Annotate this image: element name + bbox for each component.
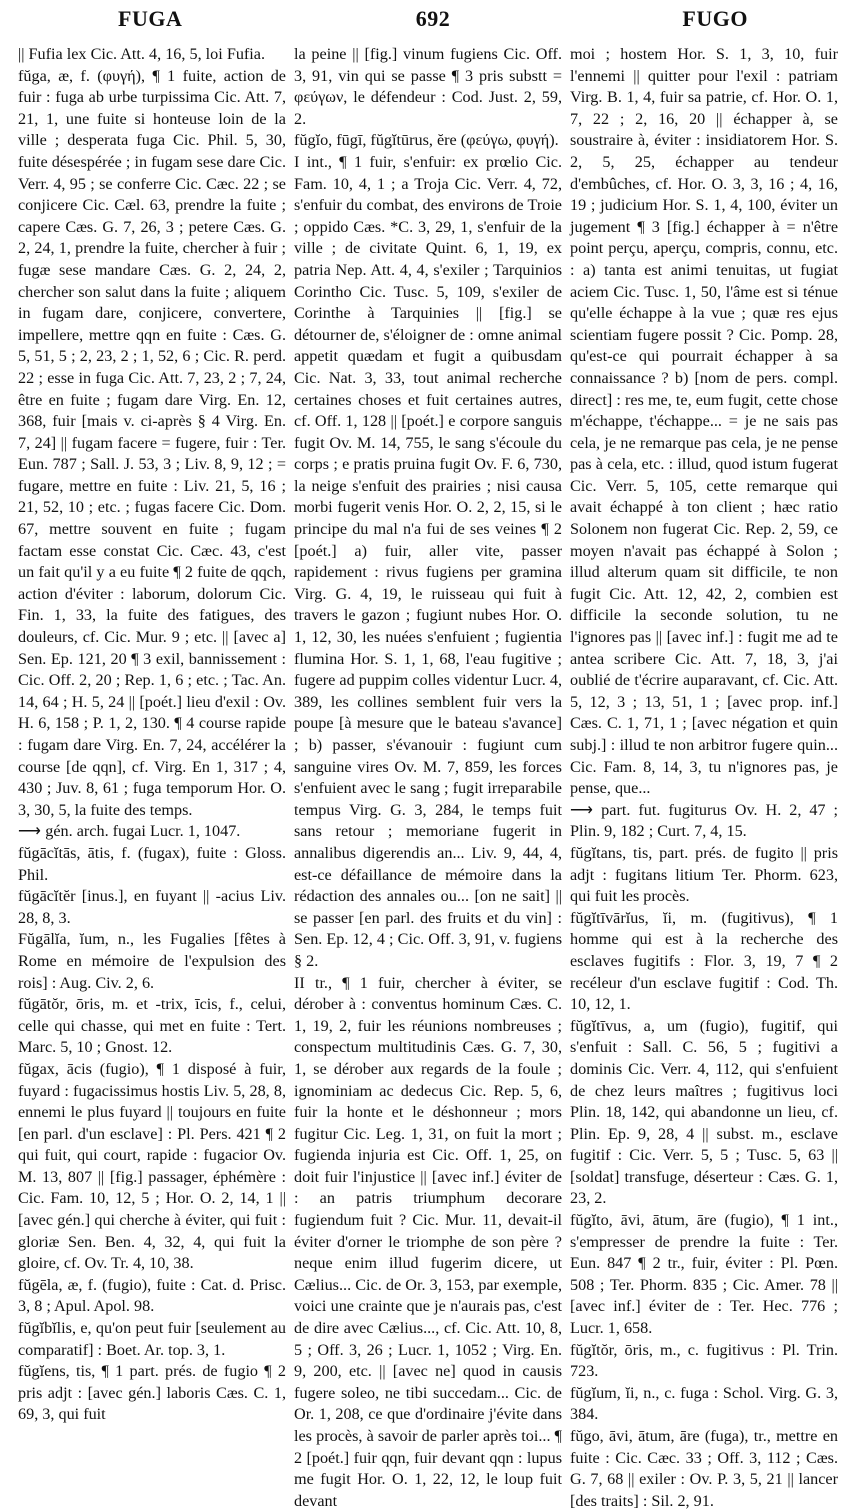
entry: ⟶ gén. arch. fugai Lucr. 1, 1047. [18,822,241,841]
entry: fŭgĭum, ĭi, n., c. fuga : Schol. Virg. G. 3, 384. [570,1383,838,1424]
entry: fŭgācĭtĕr [inus.], en fuyant || -acius Liv. 28, 8, 3. [18,887,286,927]
entry: fŭgĭto, āvi, ātum, āre (fugio), ¶ 1 int., s'empresser de prendre la fuite : Ter. Eun. 847 ¶ 2 tr., fuir, éviter : Pl. Pœn. 508 ; Ter. Phorm. 835 ; Cic. Amer. 78 || [avec inf.] éviter de : Ter. Hec. 776 ; Lucr. 1, 658. [570,1211,838,1338]
column-3 [570,44,838,1510]
entry: II tr., ¶ 1 fuir, chercher à éviter, se dérober à : conventus hominum Cæs. C. 1, 19, 2, fuir les réunions nombreuses ; conspectum multitudinis Cæs. G. 7, 30, 1, se dérober aux regards de la foule ; ignominiam ac dedecus Cic. Rep. 5, 6, fuir la honte et le déshonneur ; mors fugitur Cic. Leg. 1, 31, on fuit la mort ; fugienda injuria est Cic. Off. 1, 25, on doit fuir l'injustice || [avec inf.] éviter de : an patris triumphum decorare fugiendum fuit ? Cic. Mur. 11, devait-il éviter d'orner le triomphe de son père ? neque enim illud fugerim dicere, ut Cælius... Cic. de Or. 3, 153, par exemple, voici une crainte que je n'aurais pas, c'est de dire avec Cælius..., cf. Cic. Att. 10, 8, 5 ; Off. 3, 26 ; Lucr. 1, 1052 ; Virg. En. 9, 200, etc. || [avec ne] quod in causis fugere soleo, ne tibi succedam... Cic. de Or. 1, 208, ce que d'ordinaire j'évite dans les procès, à savoir de parler après toi... ¶ 2 [poét.] fuir qqn, fuir devant qqn : lupus me fugit Hor. O. 1, 22, 12, le loup fuit devant [294,973,562,1510]
running-header [18,6,838,44]
entry: fŭgĭens, tis, ¶ 1 part. prés. de fugio ¶ 2 pris adjt : [avec gén.] laboris Cæs. C. 1, 69, 3, qui fuit [18,1362,286,1424]
entry: fŭgĭbĭlis, e, qu'on peut fuir [seulement au comparatif] : Boet. Ar. top. 3, 1. [18,1319,286,1359]
column-2 [294,44,562,1510]
header-left-guide-word: FUGA [118,6,183,31]
entry: fŭgācĭtās, ātis, f. (fugax), fuite : Gloss. Phil. [18,843,286,884]
page-number: 692 [415,6,451,31]
entry: fŭgĭtīvus, a, um (fugio), fugitif, qui s'enfuit : Sall. C. 56, 5 ; fugitivi a dominis Cic. Verr. 4, 112, qui s'enfuient de chez leurs maîtres ; fugitivus loci Plin. 18, 142, qui abandonne un lieu, cf. Plin. Ep. 9, 28, 4 || subst. m., esclave fugitif : Cic. Verr. 5, 5 ; Tusc. 5, 63 || [soldat] transfuge, déserteur : Cæs. G. 1, 23, 2. [570,1016,838,1208]
entry: || Fufia lex Cic. Att. 4, 16, 5, loi Fufia. [18,45,266,63]
entry: I int., ¶ 1 fuir, s'enfuir: ex prœlio Cic. Fam. 10, 4, 1 ; a Troja Cic. Verr. 4, 72, s'enfuir du combat, des environs de Troie ; oppido Cæs. *C. 3, 29, 1, s'enfuir de la ville ; de civitate Quint. 6, 1, 19, ex patria Nep. Att. 4, 4, s'exiler ; Tarquinios Corintho Cic. Tusc. 5, 109, s'exiler de Corinthe à Tarquinies || [fig.] se détourner de, s'éloigner de : omne animal appetit quædam et fugit a quibusdam Cic. Nat. 3, 33, tout animal recherche certaines choses et fuit certaines autres, cf. Off. 1, 128 || [poét.] e corpore sanguis fugit Ov. M. 14, 755, le sang s'écoule du corps ; e pratis pruina fugit Ov. F. 6, 730, la neige s'enfuit des prairies ; nisi causa morbi fugerit venis Hor. O. 2, 2, 15, si le principe du mal n'a fui de ses veines ¶ 2 [poét.] a) fuir, aller vite, passer rapidement : rivus fugiens per gramina Virg. G. 4, 19, le ruisseau qui fuit à travers le gazon ; fugiunt nubes Hor. O. 1, 12, 30, les nuées s'enfuient ; fugientia flumina Hor. S. 1, 1, 68, l'eau fugitive ; fugere ad puppim colles videntur Lucr. 4, 389, les collines semblent fuir vers la poupe [à mesure que le bateau s'avance] ; b) passer, s'évanouir : fugiunt cum sanguine vires Ov. M. 7, 859, les forces s'enfuient avec le sang ; fugit irreparabile tempus Virg. G. 3, 284, le temps fuit sans retour ; memoriane fugerit in annalibus digerendis an... Liv. 9, 44, 4, est-ce défaillance de mémoire dans la rédaction des annales ou... [on ne sait] || se passer [en parl. des fruits et du vin] : Sen. Ep. 12, 4 ; Cic. Off. 3, 91, v. fugiens § 2. [294,152,562,970]
entry: Fŭgālĭa, ĭum, n., les Fugalies [fêtes à Rome en mémoire de l'expulsion des rois] : Aug. Civ. 2, 6. [18,930,286,992]
text-columns [18,44,838,1510]
header-right-guide-word: FUGO [682,6,748,31]
entry: ⟶ part. fut. fugiturus Ov. H. 2, 47 ; Plin. 9, 182 ; Curt. 7, 4, 15. [570,800,838,841]
entry: fŭgĭtŏr, ōris, m., c. fugitivus : Pl. Trin. 723. [570,1340,838,1381]
entry: fŭgax, ācis (fugio), ¶ 1 disposé à fuir, fuyard : fugacissimus hostis Liv. 5, 28, 8, ennemi le plus fuyard || toujours en fuite [en parl. d'un esclave] : Pl. Pers. 421 ¶ 2 qui fuit, qui court, rapide : fugacior Ov. M. 13, 807 || [fig.] passager, éphémère : Cic. Fam. 10, 12, 5 ; Hor. O. 2, 14, 1 || [avec gén.] qui cherche à éviter, qui fuit : gloriæ Sen. Ben. 4, 32, 4, qui fuit la gloire, cf. Ov. Tr. 4, 10, 38. [18,1059,286,1273]
entry: fŭga, æ, f. (φυγή), ¶ 1 fuite, action de fuir : fuga ab urbe turpissima Cic. Att. 7, 21, 1, une fuite si honteuse loin de la ville ; desperata fuga Cic. Phil. 5, 30, fuite désespérée ; in fugam sese dare Cic. Verr. 4, 95 ; se conferre Cic. Cæc. 22 ; se conjicere Cic. Cæl. 63, prendre la fuite ; capere Cæs. G. 7, 26, 3 ; petere Cæs. G. 2, 24, 1, prendre la fuite, chercher à fuir ; fugæ sese mandare Cæs. G. 2, 24, 2, chercher son salut dans la fuite ; aliquem in fugam dare, conjicere, convertere, impellere, mettre qqn en fuite : Cæs. G. 5, 51, 5 ; 2, 23, 2 ; 1, 52, 6 ; Cic. R. perd. 22 ; esse in fuga Cic. Att. 7, 23, 2 ; 7, 24, être en fuite ; fugam dare Virg. En. 12, 368, fuir [mais v. ci-après § 4 Virg. En. 7, 24] || fugam facere = fugere, fuir : Ter. Eun. 787 ; Sall. J. 53, 3 ; Liv. 8, 9, 12 ; = fugare, mettre en fuite : Liv. 21, 5, 16 ; 21, 52, 10 ; etc. ; fugas facere Cic. Dom. 67, mettre souvent en fuite ; fugam factam esse constat Cic. Cæc. 43, c'est un fait qu'il y a eu fuite ¶ 2 fuite de qqch, action d'éviter : laborum, dolorum Cic. Fin. 1, 33, la fuite des fatigues, des douleurs, cf. Cic. Mur. 9 ; etc. || [avec a] Sen. Ep. 121, 20 ¶ 3 exil, bannissement : Cic. Off. 2, 20 ; Rep. 1, 6 ; etc. ; Tac. An. 14, 64 ; H. 5, 24 || [poét.] lieu d'exil : Ov. H. 6, 158 ; P. 1, 2, 130. ¶ 4 course rapide : fugam dare Virg. En. 7, 24, accélérer la course [de qqn], cf. Virg. En 1, 317 ; 4, 430 ; Juv. 8, 61 ; fuga temporum Hor. O. 3, 30, 5, la fuite des temps. [18,66,286,819]
entry: fŭgēla, æ, f. (fugio), fuite : Cat. d. Prisc. 3, 8 ; Apul. Apol. 98. [18,1275,286,1316]
entry: la peine || [fig.] vinum fugiens Cic. Off. 3, 91, vin qui se passe ¶ 3 pris substt = φεύγων, le défendeur : Cod. Just. 2, 59, 2. [294,45,562,128]
entry: fŭgĭtans, tis, part. prés. de fugito || pris adjt : fugitans litium Ter. Phorm. 623, qui fuit les procès. [570,843,838,906]
entry: moi ; hostem Hor. S. 1, 3, 10, fuir l'ennemi || quitter pour l'exil : patriam Virg. B. 1, 4, fuir sa patrie, cf. Hor. O. 1, 7, 22 ; 2, 16, 20 || échapper à, se soustraire à, éviter : insidiatorem Hor. S. 2, 5, 25, échapper au tendeur d'embûches, cf. Hor. O. 3, 3, 16 ; 4, 16, 19 ; judicium Hor. S. 1, 4, 100, éviter un jugement ¶ 3 [fig.] échapper à = n'être point perçu, aperçu, compris, connu, etc. : a) tanta est animi tenuitas, ut fugiat aciem Cic. Tusc. 1, 50, l'âme est si ténue qu'elle échappe à la vue ; quæ res ejus scientiam fugere possit ? Cic. Pomp. 28, qu'est-ce qui pourrait échapper à sa connaissance ? b) [nom de pers. compl. direct] : res me, te, eum fugit, cette chose m'échappe, t'échappe... = je ne sais pas cela, je ne remarque pas cela, je ne pense pas à cela, etc. : illud, quod istum fugerat Cic. Verr. 5, 105, cette remarque qui avait échappé à ton client ; hæc ratio Solonem non fugerat Cic. Rep. 2, 59, ce moyen n'avait pas échappé à Solon ; illud alterum quam sit difficile, te non fugit Cic. Att. 12, 42, 2, combien est difficile la seconde solution, tu ne l'ignores pas || [avec inf.] : fugit me ad te antea scribere Cic. Att. 7, 18, 3, j'ai oublié de t'écrire auparavant, cf. Cic. Att. 5, 12, 3 ; 13, 51, 1 ; [avec prop. inf.] Cæs. C. 1, 71, 1 ; [avec négation et quin subj.] : illud te non arbitror fugere quin... Cic. Fam. 8, 14, 3, tu n'ignores pas, je pense, que... [570,45,838,798]
entry: fŭgĭtīvārĭus, ĭi, m. (fugitivus), ¶ 1 homme qui est à la recherche des esclaves fugitifs : Flor. 3, 19, 7 ¶ 2 recéleur d'un esclave fugitif : Cod. Th. 10, 12, 1. [570,908,838,1014]
entry: fŭgātŏr, ōris, m. et -trix, īcis, f., celui, celle qui chasse, qui met en fuite : Tert. Marc. 5, 10 ; Gnost. 12. [18,995,286,1057]
column-1 [18,44,286,1424]
entry: fŭgo, āvi, ātum, āre (fuga), tr., mettre en fuite : Cic. Cæc. 33 ; Off. 3, 112 ; Cæs. G. 7, 68 || exiler : Ov. P. 3, 5, 21 || lancer [des traits] : Sil. 2, 91. [570,1427,838,1510]
entry: fŭgĭo, fūgī, fŭgĭtūrus, ĕre (φεύγω, φυγή). [294,131,559,150]
